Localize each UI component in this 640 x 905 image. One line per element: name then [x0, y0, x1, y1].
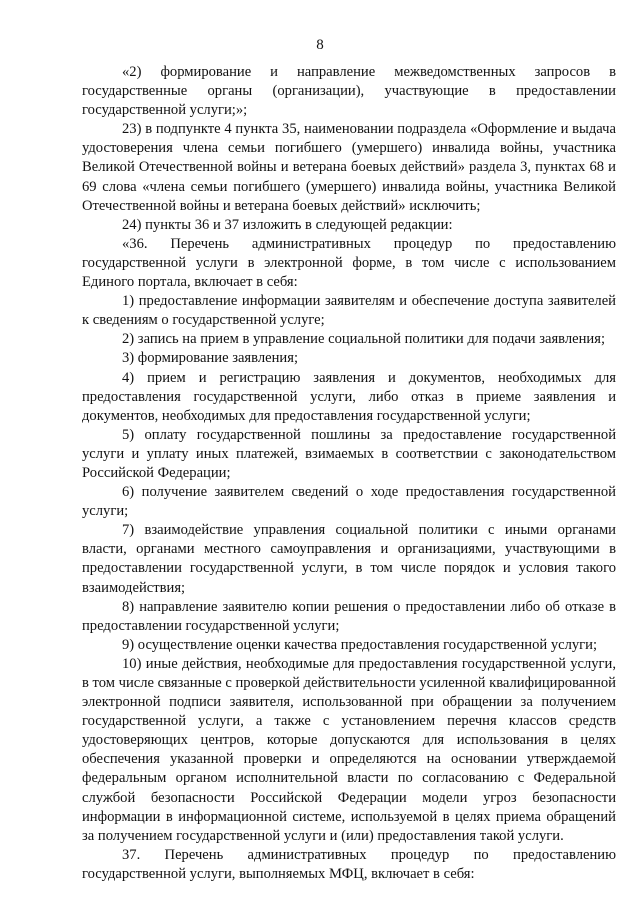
paragraph-amendment-23: 23) в подпункте 4 пункта 35, наименовании подраздела «Оформление и выдача удостоверения члена семьи погибшего (умершего) инвалида войны, участника Великой Отечественной войны и ветерана боевых действий» раздела 3, пунктах 68 и 69 слова «члена семьи погибшего (умершего) инвалида войны, участника Великой Отечественной войны и ветерана боевых действий» исключить; [82, 121, 616, 214]
page-number: 8 [316, 37, 324, 53]
list-item-9: 9) осуществление оценки качества предоставления государственной услуги; [122, 636, 598, 653]
paragraph-clause-37: 37. Перечень административных процедур по предоставлению государственной услуги, выполняемых МФЦ, включает в себя: [82, 846, 616, 882]
list-item-2: 2) запись на прием в управление социальной политики для подачи заявления; [122, 331, 606, 348]
list-item-3: 3) формирование заявления; [122, 350, 298, 367]
list-item-4: 4) прием и регистрацию заявления и документов, необходимых для предоставления государственной услуги, либо отказ в приеме заявления и документов, необходимых для предоставления государственной услуги; [82, 369, 616, 424]
document-body [82, 63, 616, 884]
paragraph-item-2-requests: «2) формирование и направление межведомственных запросов в государственные органы (организации), участвующие в предоставлении государственной услуги;»; [82, 64, 616, 119]
list-item-5: 5) оплату государственной пошлины за предоставление государственной услуги и уплату иных платежей, взимаемых в соответствии с законодательством Российской Федерации; [82, 426, 616, 481]
list-item-7: 7) взаимодействие управления социальной политики с иными органами власти, органами местного самоуправления и организациями, участвующими в предоставлении государственной услуги, в том числе порядок и условия такого взаимодействия; [82, 522, 616, 596]
list-item-10: 10) иные действия, необходимые для предоставления государственной услуги, в том числе связанные с проверкой действительности усиленной квалифицированной электронной подписи заявителя, использованной при обращении за получением государственной услуги, а также с установлением перечня классов средств удостоверяющих центров, которые допускаются для использования в целях обеспечения указанной проверки и определяются на основании утверждаемой федеральным органом исполнительной власти по согласованию с Федеральной службой безопасности Российской Федерации модели угроз безопасности информации в информационной системе, используемой в целях приема обращений за получением государственной услуги и (или) предоставления такой услуги. [82, 655, 616, 844]
list-item-8: 8) направление заявителю копии решения о предоставлении либо об отказе в предоставлении государственной услуги; [82, 598, 616, 634]
paragraph-amendment-24: 24) пункты 36 и 37 изложить в следующей редакции: [122, 216, 453, 233]
list-item-1: 1) предоставление информации заявителям и обеспечение доступа заявителей к сведениям о государственной услуге; [82, 293, 616, 329]
paragraph-clause-36: «36. Перечень административных процедур по предоставлению государственной услуги в электронной форме, в том числе с использованием Единого портала, включает в себя: [82, 235, 616, 291]
list-item-6: 6) получение заявителем сведений о ходе предоставления государственной услуги; [82, 484, 616, 520]
